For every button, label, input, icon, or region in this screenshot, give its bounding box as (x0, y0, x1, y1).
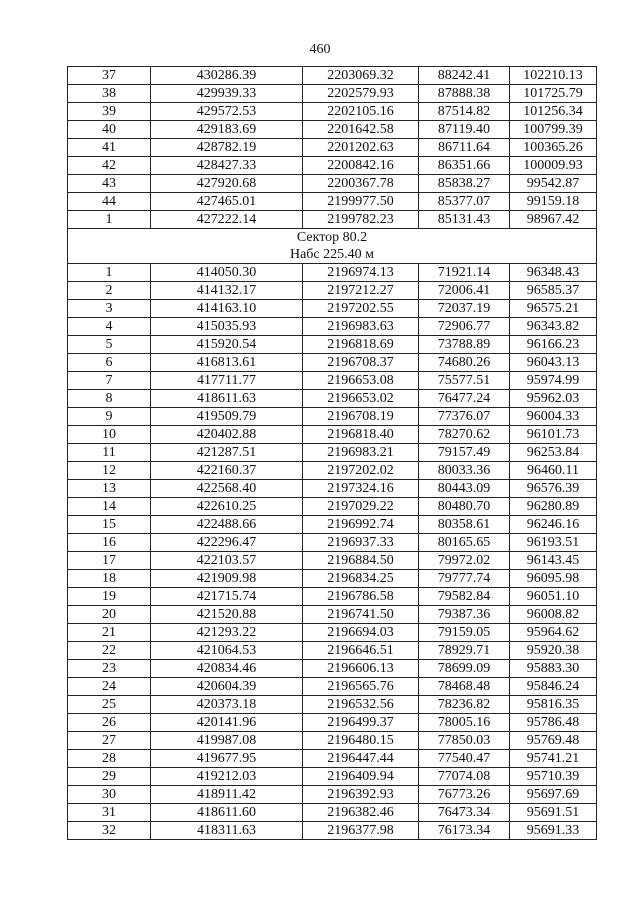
table-cell: 2202579.93 (303, 85, 419, 103)
table-row (68, 139, 597, 157)
table-row (68, 606, 597, 624)
table-cell: 96193.51 (510, 534, 597, 552)
table-cell: 80033.36 (419, 462, 510, 480)
table-cell: 419509.79 (151, 408, 303, 426)
table-cell: 79387.36 (419, 606, 510, 624)
table-cell: 2196532.56 (303, 696, 419, 714)
table-cell: 2196653.08 (303, 372, 419, 390)
table-cell: 79157.49 (419, 444, 510, 462)
table-cell: 72006.41 (419, 282, 510, 300)
table-cell: 99159.18 (510, 193, 597, 211)
table-cell: 2201642.58 (303, 121, 419, 139)
table-cell: 2196409.94 (303, 768, 419, 786)
table-cell: 85131.43 (419, 211, 510, 229)
table-cell: 418611.63 (151, 390, 303, 408)
table-row (68, 300, 597, 318)
table-cell: 27 (68, 732, 151, 750)
table-cell: 80165.65 (419, 534, 510, 552)
table-cell: 422568.40 (151, 480, 303, 498)
table-cell: 9 (68, 408, 151, 426)
table-cell: 95691.51 (510, 804, 597, 822)
table-row (68, 660, 597, 678)
sector-header-row (68, 229, 597, 264)
table-cell: 2197029.22 (303, 498, 419, 516)
table-cell: 96143.45 (510, 552, 597, 570)
table-cell: 80443.09 (419, 480, 510, 498)
table-cell: 1 (68, 264, 151, 282)
sector-subtitle: Набс 225.40 м (289, 247, 375, 262)
table-row (68, 390, 597, 408)
table-cell: 100799.39 (510, 121, 597, 139)
table-cell: 429572.53 (151, 103, 303, 121)
table-cell: 78005.16 (419, 714, 510, 732)
table-cell: 2199977.50 (303, 193, 419, 211)
table-cell: 87888.38 (419, 85, 510, 103)
table-cell: 96095.98 (510, 570, 597, 588)
table-cell: 31 (68, 804, 151, 822)
table-cell: 95846.24 (510, 678, 597, 696)
table-cell: 78468.48 (419, 678, 510, 696)
table-cell: 2196606.13 (303, 660, 419, 678)
table-cell: 95769.48 (510, 732, 597, 750)
table-cell: 71921.14 (419, 264, 510, 282)
table-cell: 421909.98 (151, 570, 303, 588)
table-cell: 2196818.40 (303, 426, 419, 444)
table-row (68, 354, 597, 372)
table-cell: 30 (68, 786, 151, 804)
table-cell: 76773.26 (419, 786, 510, 804)
table-cell: 420834.46 (151, 660, 303, 678)
table-cell: 44 (68, 193, 151, 211)
table-cell: 421293.22 (151, 624, 303, 642)
table-body-bottom (68, 264, 597, 840)
table-cell: 415920.54 (151, 336, 303, 354)
table-cell: 430286.39 (151, 67, 303, 85)
table-row (68, 336, 597, 354)
table-cell: 76473.34 (419, 804, 510, 822)
table-cell: 40 (68, 121, 151, 139)
table-cell: 2196499.37 (303, 714, 419, 732)
table-cell: 414050.30 (151, 264, 303, 282)
table-cell: 79159.05 (419, 624, 510, 642)
table-cell: 95883.30 (510, 660, 597, 678)
table-cell: 2196992.74 (303, 516, 419, 534)
table-cell: 96585.37 (510, 282, 597, 300)
table-cell: 2197202.55 (303, 300, 419, 318)
table-cell: 74680.26 (419, 354, 510, 372)
table-row (68, 822, 597, 840)
table-cell: 95697.69 (510, 786, 597, 804)
table-cell: 24 (68, 678, 151, 696)
table-cell: 421715.74 (151, 588, 303, 606)
table-cell: 422610.25 (151, 498, 303, 516)
table-row (68, 444, 597, 462)
table-cell: 95962.03 (510, 390, 597, 408)
table-cell: 2196708.19 (303, 408, 419, 426)
table-cell: 96101.73 (510, 426, 597, 444)
table-row (68, 157, 597, 175)
table-cell: 18 (68, 570, 151, 588)
table-cell: 2200367.78 (303, 175, 419, 193)
table-cell: 419677.95 (151, 750, 303, 768)
table-cell: 99542.87 (510, 175, 597, 193)
table-cell: 96343.82 (510, 318, 597, 336)
table-cell: 95741.21 (510, 750, 597, 768)
table-cell: 86351.66 (419, 157, 510, 175)
table-cell: 2197202.02 (303, 462, 419, 480)
table-cell: 2200842.16 (303, 157, 419, 175)
table-cell: 2201202.63 (303, 139, 419, 157)
table-cell: 14 (68, 498, 151, 516)
table-cell: 19 (68, 588, 151, 606)
sector-header-cell (68, 229, 597, 264)
table-cell: 13 (68, 480, 151, 498)
table-cell: 32 (68, 822, 151, 840)
table-cell: 2196392.93 (303, 786, 419, 804)
table-cell: 3 (68, 300, 151, 318)
table-row (68, 552, 597, 570)
sector-header-group (68, 229, 597, 264)
table-row (68, 768, 597, 786)
table-cell: 87514.82 (419, 103, 510, 121)
table-cell: 86711.64 (419, 139, 510, 157)
table-cell: 78929.71 (419, 642, 510, 660)
table-row (68, 264, 597, 282)
table-cell: 95691.33 (510, 822, 597, 840)
table-row (68, 786, 597, 804)
table-cell: 73788.89 (419, 336, 510, 354)
table-cell: 422488.66 (151, 516, 303, 534)
table-cell: 420604.39 (151, 678, 303, 696)
table-cell: 43 (68, 175, 151, 193)
table-row (68, 372, 597, 390)
table-row (68, 85, 597, 103)
table-cell: 2196382.46 (303, 804, 419, 822)
table-cell: 79777.74 (419, 570, 510, 588)
table-cell: 96051.10 (510, 588, 597, 606)
table-cell: 2196646.51 (303, 642, 419, 660)
table-cell: 422160.37 (151, 462, 303, 480)
table-cell: 25 (68, 696, 151, 714)
sector-title: Сектор 80.2 (296, 230, 368, 245)
table-body-top (68, 67, 597, 229)
table-cell: 2196884.50 (303, 552, 419, 570)
table-cell: 96004.33 (510, 408, 597, 426)
table-cell: 10 (68, 426, 151, 444)
table-row (68, 211, 597, 229)
table-cell: 418911.42 (151, 786, 303, 804)
table-row (68, 714, 597, 732)
table-cell: 96280.89 (510, 498, 597, 516)
table-cell: 420141.96 (151, 714, 303, 732)
table-cell: 96576.39 (510, 480, 597, 498)
table-cell: 96460.11 (510, 462, 597, 480)
table-cell: 2196565.76 (303, 678, 419, 696)
table-cell: 2 (68, 282, 151, 300)
table-cell: 15 (68, 516, 151, 534)
table-cell: 95974.99 (510, 372, 597, 390)
table-cell: 78270.62 (419, 426, 510, 444)
table-row (68, 282, 597, 300)
table-cell: 77074.08 (419, 768, 510, 786)
table-cell: 85377.07 (419, 193, 510, 211)
table-cell: 1 (68, 211, 151, 229)
table-cell: 42 (68, 157, 151, 175)
table-row (68, 498, 597, 516)
table-cell: 418311.63 (151, 822, 303, 840)
table-cell: 4 (68, 318, 151, 336)
table-cell: 427222.14 (151, 211, 303, 229)
table-cell: 79582.84 (419, 588, 510, 606)
table-row (68, 318, 597, 336)
table-cell: 414163.10 (151, 300, 303, 318)
table-cell: 2196708.37 (303, 354, 419, 372)
table-cell: 2196377.98 (303, 822, 419, 840)
table-cell: 428427.33 (151, 157, 303, 175)
table-cell: 96575.21 (510, 300, 597, 318)
table-cell: 5 (68, 336, 151, 354)
table-cell: 2196983.63 (303, 318, 419, 336)
table-cell: 26 (68, 714, 151, 732)
table-cell: 2196937.33 (303, 534, 419, 552)
table-cell: 2196653.02 (303, 390, 419, 408)
table-row (68, 804, 597, 822)
table-cell: 39 (68, 103, 151, 121)
table-row (68, 732, 597, 750)
table-cell: 95710.39 (510, 768, 597, 786)
table-cell: 87119.40 (419, 121, 510, 139)
table-cell: 421064.53 (151, 642, 303, 660)
table-cell: 76173.34 (419, 822, 510, 840)
table-cell: 414132.17 (151, 282, 303, 300)
table-cell: 102210.13 (510, 67, 597, 85)
table-cell: 420402.88 (151, 426, 303, 444)
table-row (68, 462, 597, 480)
table-row (68, 103, 597, 121)
table-cell: 95964.62 (510, 624, 597, 642)
table-cell: 75577.51 (419, 372, 510, 390)
table-cell: 21 (68, 624, 151, 642)
coordinates-table (67, 66, 597, 840)
table-cell: 421287.51 (151, 444, 303, 462)
table-cell: 41 (68, 139, 151, 157)
table-row (68, 642, 597, 660)
table-cell: 96166.23 (510, 336, 597, 354)
table-row (68, 193, 597, 211)
table-cell: 2197324.16 (303, 480, 419, 498)
table-cell: 95816.35 (510, 696, 597, 714)
table-cell: 2196694.03 (303, 624, 419, 642)
table-cell: 100365.26 (510, 139, 597, 157)
table-row (68, 175, 597, 193)
table-row (68, 121, 597, 139)
table-row (68, 570, 597, 588)
table-cell: 2196983.21 (303, 444, 419, 462)
table-row (68, 480, 597, 498)
table-cell: 427920.68 (151, 175, 303, 193)
table-cell: 417711.77 (151, 372, 303, 390)
table-cell: 96348.43 (510, 264, 597, 282)
table-cell: 17 (68, 552, 151, 570)
table-row (68, 588, 597, 606)
table-cell: 419987.08 (151, 732, 303, 750)
table-cell: 78236.82 (419, 696, 510, 714)
table-row (68, 426, 597, 444)
table-cell: 420373.18 (151, 696, 303, 714)
table-cell: 415035.93 (151, 318, 303, 336)
table-cell: 2197212.27 (303, 282, 419, 300)
table-row (68, 678, 597, 696)
table-row (68, 624, 597, 642)
table-cell: 79972.02 (419, 552, 510, 570)
table-cell: 16 (68, 534, 151, 552)
table-cell: 7 (68, 372, 151, 390)
table-cell: 98967.42 (510, 211, 597, 229)
table-cell: 11 (68, 444, 151, 462)
table-cell: 429183.69 (151, 121, 303, 139)
table-cell: 418611.60 (151, 804, 303, 822)
table-cell: 88242.41 (419, 67, 510, 85)
table-cell: 96246.16 (510, 516, 597, 534)
table-cell: 2203069.32 (303, 67, 419, 85)
table-cell: 96253.84 (510, 444, 597, 462)
table-cell: 427465.01 (151, 193, 303, 211)
table-cell: 2196974.13 (303, 264, 419, 282)
table-cell: 101256.34 (510, 103, 597, 121)
table-cell: 95920.38 (510, 642, 597, 660)
table-cell: 72037.19 (419, 300, 510, 318)
table-cell: 6 (68, 354, 151, 372)
table-cell: 72906.77 (419, 318, 510, 336)
table-cell: 76477.24 (419, 390, 510, 408)
table-cell: 2196834.25 (303, 570, 419, 588)
table-cell: 422296.47 (151, 534, 303, 552)
table-cell: 2196786.58 (303, 588, 419, 606)
table-cell: 85838.27 (419, 175, 510, 193)
table-cell: 23 (68, 660, 151, 678)
table-cell: 22 (68, 642, 151, 660)
table-cell: 95786.48 (510, 714, 597, 732)
table-cell: 12 (68, 462, 151, 480)
table-cell: 80358.61 (419, 516, 510, 534)
table-cell: 429939.33 (151, 85, 303, 103)
table-cell: 2196447.44 (303, 750, 419, 768)
table-cell: 101725.79 (510, 85, 597, 103)
table-cell: 2196480.15 (303, 732, 419, 750)
table-cell: 416813.61 (151, 354, 303, 372)
table-cell: 96008.82 (510, 606, 597, 624)
table-cell: 419212.03 (151, 768, 303, 786)
table-cell: 77850.03 (419, 732, 510, 750)
table-cell: 29 (68, 768, 151, 786)
page-number: 460 (309, 42, 331, 57)
table-cell: 422103.57 (151, 552, 303, 570)
table-row (68, 750, 597, 768)
table-cell: 96043.13 (510, 354, 597, 372)
table-row (68, 696, 597, 714)
table-cell: 38 (68, 85, 151, 103)
table-cell: 77540.47 (419, 750, 510, 768)
table-row (68, 516, 597, 534)
table-cell: 80480.70 (419, 498, 510, 516)
table-row (68, 408, 597, 426)
table-row (68, 67, 597, 85)
table-cell: 2196818.69 (303, 336, 419, 354)
table-cell: 100009.93 (510, 157, 597, 175)
table-cell: 20 (68, 606, 151, 624)
table-cell: 78699.09 (419, 660, 510, 678)
table-cell: 2202105.16 (303, 103, 419, 121)
table-row (68, 534, 597, 552)
table-cell: 2199782.23 (303, 211, 419, 229)
table-cell: 2196741.50 (303, 606, 419, 624)
table-cell: 428782.19 (151, 139, 303, 157)
table-cell: 421520.88 (151, 606, 303, 624)
table-cell: 77376.07 (419, 408, 510, 426)
table-cell: 8 (68, 390, 151, 408)
table-cell: 37 (68, 67, 151, 85)
table-cell: 28 (68, 750, 151, 768)
